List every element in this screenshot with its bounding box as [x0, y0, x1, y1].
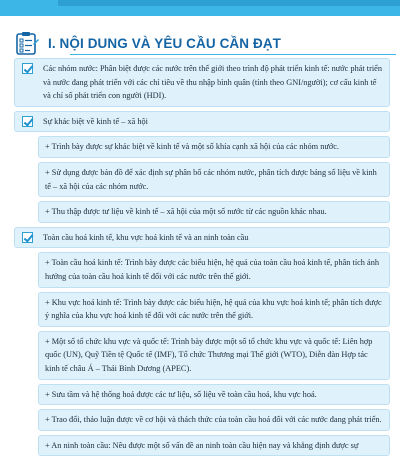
requirement-sub-item: + An ninh toàn cầu: Nêu được một số vấn đề an ninh toàn cầu hiện nay và khẳng định được sự	[38, 435, 390, 457]
requirement-sub-item: + Khu vực hoá kinh tế: Trình bày được các biểu hiện, hệ quả của khu vực hoá kinh tế; phân tích được ý nghĩa của khu vực hoá kinh tế đối với các nước trên thế giới.	[38, 292, 390, 327]
requirement-main-item	[14, 227, 390, 249]
requirement-main-text: Toàn cầu hoá kinh tế, khu vực hoá kinh tế và an ninh toàn cầu	[43, 232, 249, 242]
requirement-sub-item: + Thu thập được tư liệu về kinh tế – xã hội của một số nước từ các nguồn khác nhau.	[38, 201, 390, 223]
requirement-sub-item: + Trình bày được sự khác biệt về kinh tế và một số khía cạnh xã hội của các nhóm nước.	[38, 136, 390, 158]
section-title: I. NỘI DUNG VÀ YÊU CẦU CẦN ĐẠT	[48, 35, 282, 51]
top-color-strip	[58, 0, 400, 6]
requirement-sub-item: + Một số tổ chức khu vực và quốc tế: Trình bày được một số tổ chức khu vực và quốc tế: Liên hợp quốc (UN), Quỹ Tiền tệ Quốc tế (IMF), Tổ chức Thương mại Thế giới (WTO), Diễn đàn Hợp tác kinh tế châu Á – Thái Bình Dương (APEC).	[38, 331, 390, 380]
checkbox-icon-wrapper	[15, 59, 39, 106]
requirement-sub-item: + Sử dụng được bản đồ để xác định sự phân bố các nhóm nước, phân tích được bảng số liệu về kinh tế – xã hội của các nhóm nước.	[38, 162, 390, 197]
checkbox-icon-wrapper	[15, 228, 39, 248]
checkbox-icon	[22, 63, 33, 74]
top-color-band	[0, 0, 400, 16]
checklist-icon	[14, 30, 40, 56]
requirement-main-text: Các nhóm nước: Phân biệt được các nước trên thế giới theo trình độ phát triển kinh tế: nước phát triển và nước đang phát triển với các chỉ tiêu về thu nhập bình quân (tính theo GNI/người); cơ cấu kinh tế và chỉ số phát triển con người (HDI).	[43, 64, 382, 101]
checkbox-icon	[22, 116, 33, 127]
requirement-main-item	[14, 58, 390, 107]
requirement-sub-item: + Toàn cầu hoá kinh tế: Trình bày được các biểu hiện, hệ quả của toàn cầu hoá kinh tế, phân tích ảnh hưởng của toàn cầu hoá kinh tế đối với các nước trên thế giới.	[38, 252, 390, 287]
requirement-sub-item: + Sưu tầm và hệ thống hoá được các tư liệu, số liệu về toàn cầu hoá, khu vực hoá.	[38, 384, 390, 406]
requirement-main-item	[14, 111, 390, 133]
requirement-main-text: Sự khác biệt về kinh tế – xã hội	[43, 116, 148, 126]
checkbox-icon-wrapper	[15, 112, 39, 132]
requirement-sub-item: + Trao đổi, thảo luận được về cơ hội và thách thức của toàn cầu hoá đối với các nước đang phát triển.	[38, 409, 390, 431]
checkbox-icon	[22, 232, 33, 243]
section-header	[12, 28, 396, 58]
header-rule	[70, 54, 396, 55]
requirements-list	[14, 58, 390, 460]
